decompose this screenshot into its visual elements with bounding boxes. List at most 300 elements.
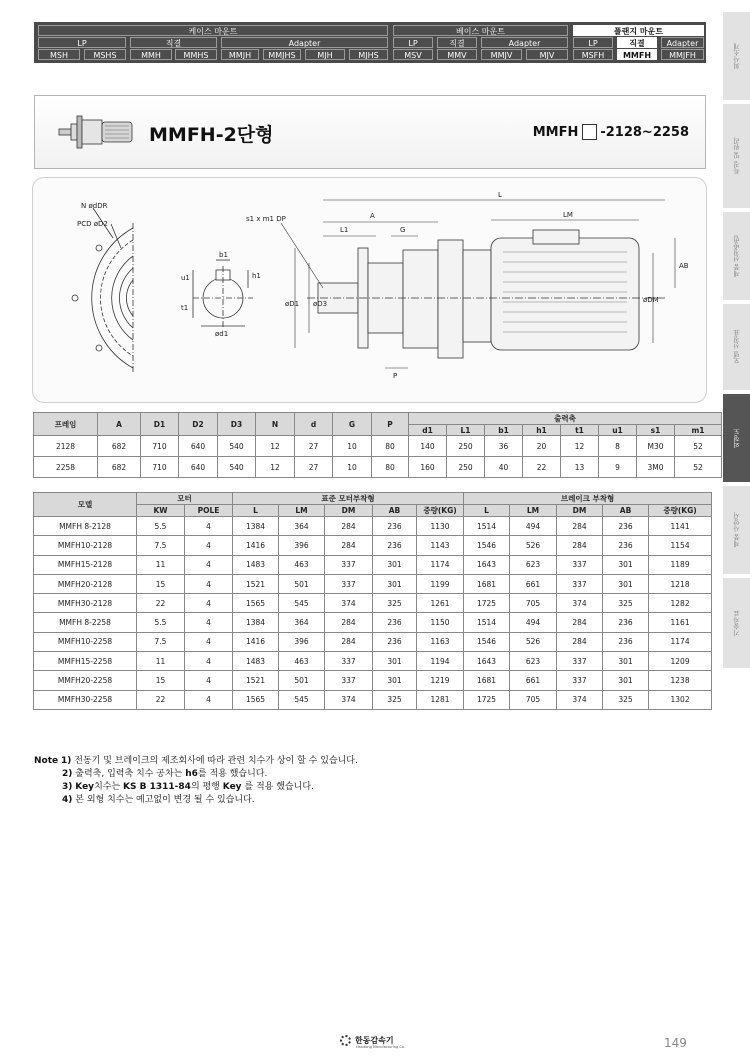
note-4-number: 4) bbox=[62, 795, 73, 805]
model-row bbox=[34, 613, 712, 632]
model-row bbox=[34, 652, 712, 671]
th-brk-l: L bbox=[464, 505, 510, 517]
table-cell: 4 bbox=[185, 555, 233, 574]
table-cell: 1514 bbox=[464, 517, 510, 536]
table-cell: 710 bbox=[141, 436, 179, 457]
nav-type-direct-base[interactable]: 직결 bbox=[437, 37, 477, 48]
table-cell: 1174 bbox=[417, 555, 464, 574]
th-std-weight: 중량(KG) bbox=[417, 505, 464, 517]
table-cell: 1643 bbox=[464, 555, 510, 574]
th-a: A bbox=[98, 413, 141, 436]
table-cell: 1546 bbox=[464, 536, 510, 555]
model-code-prefix: MMFH bbox=[532, 124, 579, 140]
label-d1-outer: øD1 bbox=[285, 300, 300, 308]
th-std-dm: DM bbox=[325, 505, 373, 517]
side-tab-spec-sheet[interactable] bbox=[723, 486, 750, 574]
table-cell: 284 bbox=[557, 536, 603, 555]
table-cell: 374 bbox=[325, 594, 373, 613]
table-cell: 396 bbox=[279, 536, 325, 555]
label-l1: L1 bbox=[340, 226, 349, 234]
label-s1-m1: s1 x m1 DP bbox=[246, 215, 286, 223]
table-cell: 1565 bbox=[233, 594, 279, 613]
table-cell: 1565 bbox=[233, 690, 279, 709]
table-cell: 236 bbox=[603, 517, 649, 536]
nav-model-mmjh[interactable]: MMJH bbox=[221, 49, 259, 60]
gear-motor-icon bbox=[57, 112, 139, 152]
table-cell: MMFH10-2258 bbox=[34, 632, 137, 651]
table-cell: 284 bbox=[325, 536, 373, 555]
nav-model-mshs[interactable]: MSHS bbox=[84, 49, 126, 60]
table-cell: 364 bbox=[279, 517, 325, 536]
table-cell: 5.5 bbox=[137, 517, 185, 536]
table-cell: 7.5 bbox=[137, 536, 185, 555]
table-cell: 1261 bbox=[417, 594, 464, 613]
table-cell: 325 bbox=[603, 690, 649, 709]
table-cell: 337 bbox=[325, 555, 373, 574]
table-cell: 284 bbox=[325, 613, 373, 632]
th-motor: 모터 bbox=[137, 493, 233, 505]
table-cell: 22 bbox=[137, 594, 185, 613]
table-cell: 545 bbox=[279, 594, 325, 613]
table-cell: 284 bbox=[325, 517, 373, 536]
th-brk-lm: LM bbox=[510, 505, 557, 517]
label-p: P bbox=[393, 372, 398, 380]
side-tab-label: 기술자료 bbox=[733, 610, 741, 636]
nav-model-mmh[interactable]: MMH bbox=[130, 49, 172, 60]
side-tab-label: 외형도 bbox=[733, 428, 741, 448]
frame-placeholder-box bbox=[582, 124, 597, 140]
table-cell: 1521 bbox=[233, 574, 279, 593]
table-cell: 15 bbox=[137, 671, 185, 690]
nav-model-mmjfh[interactable]: MMJFH bbox=[661, 49, 704, 60]
model-navigation bbox=[34, 22, 706, 63]
table-cell: 3M0 bbox=[637, 457, 675, 478]
table-cell: 2258 bbox=[34, 457, 98, 478]
table-cell: 27 bbox=[295, 436, 333, 457]
th-standard-motor: 표준 모터부착형 bbox=[233, 493, 464, 505]
label-ab: AB bbox=[679, 262, 689, 270]
table-cell: 710 bbox=[141, 457, 179, 478]
model-row bbox=[34, 555, 712, 574]
table-cell: 236 bbox=[373, 517, 417, 536]
th-shaft-h1: h1 bbox=[523, 425, 561, 436]
table-cell: MMFH15-2258 bbox=[34, 652, 137, 671]
th-shaft-m1: m1 bbox=[675, 425, 722, 436]
nav-type-adapter[interactable]: Adapter bbox=[221, 37, 388, 48]
table-cell: 301 bbox=[373, 574, 417, 593]
table-cell: 4 bbox=[185, 536, 233, 555]
th-shaft-d1: d1 bbox=[409, 425, 447, 436]
table-cell: 4 bbox=[185, 613, 233, 632]
table-cell: 705 bbox=[510, 594, 557, 613]
label-ndr: N ødDR bbox=[81, 202, 108, 210]
table-cell: 1150 bbox=[417, 613, 464, 632]
title-bar bbox=[34, 95, 706, 169]
table-cell: 1218 bbox=[649, 574, 712, 593]
table-cell: 494 bbox=[510, 613, 557, 632]
table-cell: MMFH30-2258 bbox=[34, 690, 137, 709]
reducer-side-view bbox=[307, 230, 665, 358]
table-cell: 661 bbox=[510, 671, 557, 690]
table-cell: 337 bbox=[557, 555, 603, 574]
nav-model-mmv[interactable]: MMV bbox=[437, 49, 477, 60]
table-cell: 13 bbox=[561, 457, 599, 478]
th-shaft-s1: s1 bbox=[637, 425, 675, 436]
label-b1: b1 bbox=[219, 251, 228, 259]
table-cell: 501 bbox=[279, 574, 325, 593]
note-2 bbox=[34, 768, 358, 781]
table-cell: 52 bbox=[675, 457, 722, 478]
table-cell: 4 bbox=[185, 652, 233, 671]
table-cell: 301 bbox=[373, 671, 417, 690]
model-row bbox=[34, 632, 712, 651]
th-brk-dm: DM bbox=[557, 505, 603, 517]
table-cell: 1130 bbox=[417, 517, 464, 536]
table-cell: 463 bbox=[279, 652, 325, 671]
table-cell: 301 bbox=[373, 555, 417, 574]
th-kw: KW bbox=[137, 505, 185, 517]
table-cell: 301 bbox=[603, 652, 649, 671]
nav-model-mmjv[interactable]: MMJV bbox=[481, 49, 522, 60]
th-g: G bbox=[333, 413, 372, 436]
label-d3: øD3 bbox=[313, 300, 328, 308]
th-brake-motor: 브레이크 부착형 bbox=[464, 493, 712, 505]
table-cell: 236 bbox=[373, 613, 417, 632]
table-cell: 52 bbox=[675, 436, 722, 457]
table-cell: M30 bbox=[637, 436, 675, 457]
table-cell: 236 bbox=[373, 632, 417, 651]
table-cell: 623 bbox=[510, 652, 557, 671]
table-cell: 1141 bbox=[649, 517, 712, 536]
th-shaft-b1: b1 bbox=[485, 425, 523, 436]
table-cell: 301 bbox=[603, 555, 649, 574]
nav-model-msv[interactable]: MSV bbox=[393, 49, 433, 60]
th-d1: D1 bbox=[141, 413, 179, 436]
note-1-number: 1) bbox=[61, 756, 72, 766]
table-cell: 1302 bbox=[649, 690, 712, 709]
table-cell: 337 bbox=[325, 652, 373, 671]
table-cell: 640 bbox=[179, 457, 218, 478]
table-cell: 337 bbox=[325, 671, 373, 690]
table-cell: 1416 bbox=[233, 536, 279, 555]
label-g: G bbox=[400, 226, 406, 234]
table-cell: 236 bbox=[373, 536, 417, 555]
table-cell: 1154 bbox=[649, 536, 712, 555]
table-cell: MMFH30-2128 bbox=[34, 594, 137, 613]
table-cell: 1161 bbox=[649, 613, 712, 632]
note-3-number: 3) bbox=[62, 782, 73, 792]
table-cell: 284 bbox=[557, 613, 603, 632]
model-row bbox=[34, 517, 712, 536]
table-cell: 494 bbox=[510, 517, 557, 536]
table-cell: 1725 bbox=[464, 594, 510, 613]
table-cell: 236 bbox=[603, 632, 649, 651]
note-2-tolerance: h6 bbox=[185, 769, 198, 779]
page-title: MMFH-2단형 bbox=[149, 124, 274, 146]
nav-type-lp-base[interactable]: LP bbox=[393, 37, 433, 48]
label-l: L bbox=[498, 191, 502, 199]
table-cell: MMFH10-2128 bbox=[34, 536, 137, 555]
table-cell: 640 bbox=[179, 436, 218, 457]
table-cell: 705 bbox=[510, 690, 557, 709]
model-row bbox=[34, 690, 712, 709]
table-cell: 325 bbox=[603, 594, 649, 613]
table-cell: 4 bbox=[185, 632, 233, 651]
frame-dimension-table bbox=[33, 412, 722, 478]
label-d1: ød1 bbox=[215, 330, 229, 338]
table-cell: 301 bbox=[603, 574, 649, 593]
nav-type-adapter-flange[interactable]: Adapter bbox=[661, 37, 704, 48]
label-t1: t1 bbox=[181, 304, 189, 312]
side-tab-company[interactable] bbox=[723, 12, 750, 100]
table-cell: 1281 bbox=[417, 690, 464, 709]
nav-group-case-mount[interactable]: 케이스 마운트 bbox=[38, 25, 388, 36]
th-shaft-t1: t1 bbox=[561, 425, 599, 436]
th-d: d bbox=[295, 413, 333, 436]
table-cell: 374 bbox=[557, 690, 603, 709]
table-cell: 396 bbox=[279, 632, 325, 651]
th-std-lm: LM bbox=[279, 505, 325, 517]
table-cell: 4 bbox=[185, 594, 233, 613]
company-logo bbox=[340, 1035, 406, 1049]
company-name: 한동감속기 bbox=[355, 1036, 394, 1045]
gear-logo-icon bbox=[340, 1035, 351, 1046]
frame-row bbox=[34, 436, 722, 457]
note-3 bbox=[34, 781, 358, 794]
table-cell: 2128 bbox=[34, 436, 98, 457]
th-p: P bbox=[372, 413, 409, 436]
table-cell: 9 bbox=[599, 457, 637, 478]
table-cell: 301 bbox=[603, 671, 649, 690]
th-model: 모델 bbox=[34, 493, 137, 517]
note-2-text-a: 출력축, 입력축 치수 공차는 bbox=[75, 769, 183, 779]
nav-group-flange-mount[interactable]: 플랜지 마운트 bbox=[573, 25, 704, 36]
table-cell: 80 bbox=[372, 436, 409, 457]
nav-type-direct-flange[interactable]: 직결 bbox=[617, 37, 657, 48]
frame-row bbox=[34, 457, 722, 478]
model-code-suffix: -2128~2258 bbox=[600, 124, 689, 140]
note-1-text: 전동기 및 브레이크의 제조회사에 따라 관련 치수가 상이 할 수 있습니다. bbox=[74, 756, 358, 766]
note-3-text-f: 를 적용 했습니다. bbox=[244, 782, 314, 792]
th-std-ab: AB bbox=[373, 505, 417, 517]
table-cell: 22 bbox=[523, 457, 561, 478]
table-cell: 236 bbox=[603, 613, 649, 632]
table-cell: 140 bbox=[409, 436, 447, 457]
notes bbox=[34, 755, 358, 807]
table-cell: 7.5 bbox=[137, 632, 185, 651]
table-cell: 325 bbox=[373, 690, 417, 709]
table-cell: 1521 bbox=[233, 671, 279, 690]
th-brk-weight: 중량(KG) bbox=[649, 505, 712, 517]
side-tab-label: 특징 및 원리 bbox=[733, 137, 741, 175]
table-cell: 236 bbox=[603, 536, 649, 555]
table-cell: 12 bbox=[256, 457, 295, 478]
table-cell: 526 bbox=[510, 536, 557, 555]
nav-model-mmfh[interactable]: MMFH bbox=[617, 49, 657, 60]
note-3-text-b: 치수는 bbox=[94, 782, 121, 792]
table-cell: MMFH 8-2258 bbox=[34, 613, 137, 632]
side-tab-selection-method[interactable] bbox=[723, 212, 750, 300]
label-a: A bbox=[370, 212, 375, 220]
table-cell: 1189 bbox=[649, 555, 712, 574]
table-cell: 284 bbox=[325, 632, 373, 651]
table-cell: 501 bbox=[279, 671, 325, 690]
nav-type-lp[interactable]: LP bbox=[38, 37, 126, 48]
motor-variant-rows bbox=[34, 517, 712, 710]
table-cell: 250 bbox=[447, 457, 485, 478]
outline-drawing-svg bbox=[33, 178, 706, 402]
nav-type-lp-flange[interactable]: LP bbox=[573, 37, 613, 48]
table-cell: 1681 bbox=[464, 671, 510, 690]
table-cell: 10 bbox=[333, 457, 372, 478]
nav-model-mmhs[interactable]: MMHS bbox=[175, 49, 217, 60]
table-cell: 1209 bbox=[649, 652, 712, 671]
table-cell: 15 bbox=[137, 574, 185, 593]
motor-variant-table bbox=[33, 492, 712, 710]
nav-model-msh[interactable]: MSH bbox=[38, 49, 80, 60]
table-cell: 284 bbox=[557, 632, 603, 651]
side-tab-label: 제품 선정방법 bbox=[733, 235, 741, 277]
note-3-text-d: 의 평행 bbox=[190, 782, 220, 792]
table-cell: 374 bbox=[325, 690, 373, 709]
side-tab-features[interactable] bbox=[723, 104, 750, 208]
th-pole: POLE bbox=[185, 505, 233, 517]
table-cell: 1194 bbox=[417, 652, 464, 671]
outline-drawing bbox=[32, 177, 707, 403]
label-h1: h1 bbox=[252, 272, 261, 280]
side-tab-outline[interactable] bbox=[723, 394, 750, 482]
note-3-key: Key bbox=[75, 782, 95, 792]
table-cell: 8 bbox=[599, 436, 637, 457]
table-cell: 337 bbox=[557, 652, 603, 671]
table-cell: 540 bbox=[218, 436, 256, 457]
label-dm: øDM bbox=[643, 296, 659, 304]
table-cell: 1238 bbox=[649, 671, 712, 690]
th-output-shaft: 출력축 bbox=[409, 413, 722, 425]
table-cell: 545 bbox=[279, 690, 325, 709]
table-cell: 682 bbox=[98, 457, 141, 478]
th-d3: D3 bbox=[218, 413, 256, 436]
table-cell: 337 bbox=[557, 671, 603, 690]
model-row bbox=[34, 574, 712, 593]
table-cell: 1725 bbox=[464, 690, 510, 709]
table-cell: 364 bbox=[279, 613, 325, 632]
table-cell: 1483 bbox=[233, 652, 279, 671]
table-cell: 374 bbox=[557, 594, 603, 613]
model-row bbox=[34, 594, 712, 613]
table-cell: 4 bbox=[185, 671, 233, 690]
table-cell: 250 bbox=[447, 436, 485, 457]
table-cell: 80 bbox=[372, 457, 409, 478]
table-cell: 4 bbox=[185, 517, 233, 536]
table-cell: 27 bbox=[295, 457, 333, 478]
table-cell: 1282 bbox=[649, 594, 712, 613]
table-cell: 1681 bbox=[464, 574, 510, 593]
nav-model-msfh[interactable]: MSFH bbox=[573, 49, 613, 60]
nav-model-mjhs[interactable]: MJHS bbox=[349, 49, 388, 60]
model-row bbox=[34, 536, 712, 555]
table-cell: 1384 bbox=[233, 613, 279, 632]
table-cell: 1219 bbox=[417, 671, 464, 690]
table-cell: 20 bbox=[523, 436, 561, 457]
company-name-en: Handong Manufacturing Co. bbox=[356, 1045, 406, 1049]
label-lm: LM bbox=[563, 211, 573, 219]
model-code bbox=[533, 124, 689, 140]
th-n: N bbox=[256, 413, 295, 436]
note-3-key-2: Key bbox=[222, 782, 242, 792]
table-cell: MMFH15-2128 bbox=[34, 555, 137, 574]
page-number: 149 bbox=[664, 1036, 687, 1050]
table-cell: 160 bbox=[409, 457, 447, 478]
table-cell: 1163 bbox=[417, 632, 464, 651]
frame-dimension-rows bbox=[34, 436, 722, 478]
table-cell: 40 bbox=[485, 457, 523, 478]
table-cell: 337 bbox=[557, 574, 603, 593]
table-cell: 1514 bbox=[464, 613, 510, 632]
table-cell: 1546 bbox=[464, 632, 510, 651]
table-cell: MMFH20-2258 bbox=[34, 671, 137, 690]
table-cell: 1643 bbox=[464, 652, 510, 671]
flange-front-view bbox=[72, 208, 133, 373]
th-shaft-l1: L1 bbox=[447, 425, 485, 436]
nav-group-base-mount[interactable]: 베이스 마운트 bbox=[393, 25, 568, 36]
table-cell: 682 bbox=[98, 436, 141, 457]
table-cell: 1174 bbox=[649, 632, 712, 651]
model-row bbox=[34, 671, 712, 690]
shaft-section-view bbox=[193, 260, 253, 328]
nav-model-mjv[interactable]: MJV bbox=[526, 49, 568, 60]
side-tab-label: 제품 사양서 bbox=[733, 512, 741, 548]
table-cell: 1199 bbox=[417, 574, 464, 593]
table-cell: 623 bbox=[510, 555, 557, 574]
table-cell: MMFH 8-2128 bbox=[34, 517, 137, 536]
note-2-number: 2) bbox=[62, 769, 73, 779]
side-tab-tech-data[interactable] bbox=[723, 578, 750, 668]
table-cell: 526 bbox=[510, 632, 557, 651]
table-cell: 4 bbox=[185, 574, 233, 593]
side-tab-label: 모델 선정표 bbox=[733, 329, 741, 365]
side-tab-model-table[interactable] bbox=[723, 304, 750, 390]
nav-model-mmjhs[interactable]: MMJHS bbox=[263, 49, 301, 60]
note-1 bbox=[34, 755, 358, 768]
table-cell: 301 bbox=[373, 652, 417, 671]
table-cell: 11 bbox=[137, 555, 185, 574]
table-cell: 284 bbox=[557, 517, 603, 536]
nav-model-mjh[interactable]: MJH bbox=[305, 49, 345, 60]
table-cell: 325 bbox=[373, 594, 417, 613]
table-cell: 22 bbox=[137, 690, 185, 709]
table-cell: 1384 bbox=[233, 517, 279, 536]
table-cell: 12 bbox=[561, 436, 599, 457]
table-cell: 4 bbox=[185, 690, 233, 709]
note-2-text-c: 를 적용 했습니다. bbox=[197, 769, 268, 779]
table-cell: 1143 bbox=[417, 536, 464, 555]
label-u1: u1 bbox=[181, 274, 190, 282]
table-cell: 10 bbox=[333, 436, 372, 457]
table-cell: 11 bbox=[137, 652, 185, 671]
note-label: Note bbox=[34, 756, 59, 766]
table-cell: 12 bbox=[256, 436, 295, 457]
th-brk-ab: AB bbox=[603, 505, 649, 517]
note-4 bbox=[34, 794, 358, 807]
table-cell: MMFH20-2128 bbox=[34, 574, 137, 593]
table-cell: 540 bbox=[218, 457, 256, 478]
nav-type-adapter-base[interactable]: Adapter bbox=[481, 37, 568, 48]
label-pcd: PCD øD2 bbox=[77, 220, 108, 228]
nav-type-direct[interactable]: 직결 bbox=[130, 37, 217, 48]
note-3-standard: KS B 1311-84 bbox=[123, 782, 191, 792]
table-cell: 1483 bbox=[233, 555, 279, 574]
